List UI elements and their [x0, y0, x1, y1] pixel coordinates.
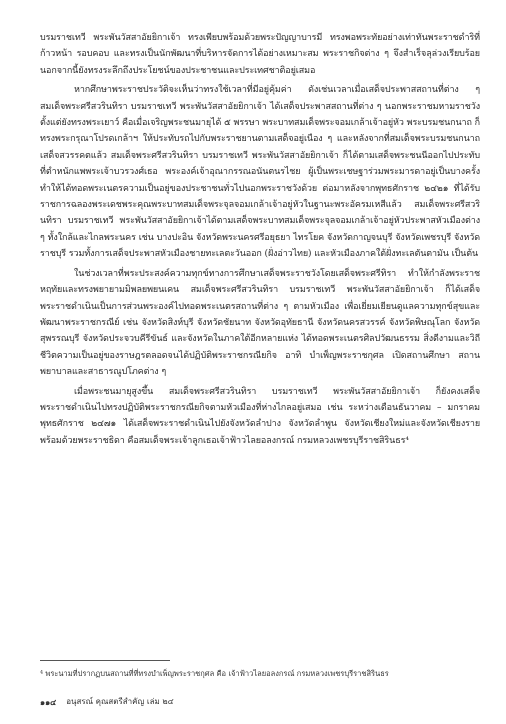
- page-number: ๑๑๔: [40, 697, 57, 707]
- paragraph-4: เมื่อพระชนมายุสูงขึ้น สมเด็จพระศรีสวรินทิรา บรมราชเทวี พระพันวัสสาอัยยิกาเจ้า ก็ยังคงเสด็จพระราชดำเนินไปทรงปฏิบัติพระราชกรณียกิจตามหัวเมืองที่ห่างไกลอยู่เสมอ เช่น ระหว่างเดือนธันวาคม – มกราคม พุทธศักราช ๒๔๗๑ ได้เสด็จพระราชดำเนินไปยังจังหวัดลำปาง จังหวัดลำพูน จังหวัดเชียงใหม่และจังหวัดเชียงราย พร้อมด้วยพระราชธิดา คือสมเด็จพระเจ้าลูกเธอเจ้าฟ้าวไลยอลงกรณ์ กรมหลวงเพชรบุรีราชสิรินธร⁴: [40, 386, 480, 446]
- publication-title: อนุสรณ์ คุณสตรีสำคัญ เล่ม ๒๔: [66, 697, 174, 706]
- paragraph-1: บรมราชเทวี พระพันวัสสาอัยยิกาเจ้า ทรงเพียบพร้อมด้วยพระปัญญาบารมี ทรงพอพระทัยอย่างเท่าทันพระราชดำริที่ก้าวหน้า รอบคอบ และทรงเป็นนักพัฒนาที่บริหารจัดการได้อย่างเหมาะสม พระราชกิจต่าง ๆ จึงสำเร็จลุล่วงเรียบร้อย นอกจากนี้ยังทรงระลึกถึงประโยชน์ของประชาชนและประเทศชาติอยู่เสมอ: [40, 33, 480, 76]
- page-footer: [40, 696, 480, 708]
- body-text: [40, 30, 480, 452]
- paragraph-3: ในช่วงเวลาที่พระประสงค์ความทุกข์ทางการศึกษาเสด็จพระราชวังโดยเสด็จพระศรีทิรา ทำให้กำลังพระราชหฤทัยและทรงพยายามมิพลยพยนเคน สมเด็จพระศรีสวรินทิรา บรมราชเทวี พระพันวัสสาอัยยิกาเจ้า ก็ได้เสด็จพระราชดำเนินเป็นการส่วนพระองค์ไปทอดพระเนตรสถานที่ต่าง ๆ ตามหัวเมือง เพื่อเยี่ยมเยียนดูแลความทุกข์สุขและพัฒนาพระราชกรณีย์ เช่น จังหวัดสิงห์บุรี จังหวัดชัยนาท จังหวัดอุทัยธานี จังหวัดนครสวรรค์ จังหวัดพิษณุโลก จังหวัดสุพรรณบุรี จังหวัดประจวบคีรีขันธ์ และจังหวัดในภาคใต้อีกหลายแห่ง ได้ทอดพระเนตรศิลปวัฒนธรรม สิ่งดีงามและวิถีชีวิตความเป็นอยู่ของราษฎรตลอดจนได้ปฏิบัติพระราชกรณียกิจ อาทิ บำเพ็ญพระราชกุศล เปิดสถานศึกษา สถานพยาบาลและสาธารณูปโภคต่าง ๆ: [40, 268, 480, 378]
- footnote-divider: [40, 660, 170, 661]
- paragraph-2: หากศึกษาพระราชประวัติจะเห็นว่าทรงใช้เวลาที่มีอยู่คุ้มค่า ดังเช่นเวลาเมื่อเสด็จประพาสสถานที่ต่าง ๆ สมเด็จพระศรีสวรินทิรา บรมราชเทวี พระพันวัสสาอัยยิกาเจ้า ได้เสด็จประพาสสถานที่ต่าง ๆ นอกพระราชมหามราชวังตั้งแต่ยังทรงพระเยาว์ คือเมื่อเจริญพระชนมายุได้ ๕ พรรษา พระบาทสมเด็จพระจอมเกล้าเจ้าอยู่หัว พระบรมชนกนาถ ก็ทรงพระกรุณาโปรดเกล้าฯ ให้ประทับรถไปกับพระราชยานตามเสด็จอยู่เนือง ๆ และหลังจากที่สมเด็จพระบรมชนกนาถเสด็จสวรรคตแล้ว สมเด็จพระศรีสวรินทิรา บรมราชเทวี พระพันวัสสาอัยยิกาเจ้า ก็ได้ตามเสด็จพระชนนีออกไปประทับที่ตำหนักแพพระเจ้าบวรวงศ์เธอ พระองค์เจ้าอุณากรรณอนันตนรไชย ผู้เป็นพระเชษฐาร่วมพระมารดาอยู่เป็นบางครั้ง ทำให้ได้ทอดพระเนตรความเป็นอยู่ของประชาชนทั่วไปนอกพระราชวังด้วย ต่อมาหลังจากพุทธศักราช ๒๔๒๑ ที่ได้รับราชการฉลองพระเดชพระคุณพระบาทสมเด็จพระจุลจอมเกล้าเจ้าอยู่หัวในฐานะพระอัครมเหสีแล้ว สมเด็จพระศรีสวรินทิรา บรมราชเทวี พระพันวัสสาอัยยิกาเจ้าได้ตามเสด็จพระบาทสมเด็จพระจุลจอมเกล้าเจ้าอยู่หัวประพาสหัวเมืองต่าง ๆ ทั้งใกล้และไกลพระนคร เช่น บางปะอิน จังหวัดพระนครศรีอยุธยา ไทรโยค จังหวัดกาญจนบุรี จังหวัดเพชรบุรี จังหวัดราชบุรี รวมทั้งการเสด็จประพาสหัวเมืองชายทะเลตะวันออก (ฝั่งอ่าวไทย) และหัวเมืองภาคใต้ฝั่งทะเลตันตามัน เป็นต้น: [40, 85, 480, 260]
- footnote: ⁴ พระนามที่ปรากฏบนสถานที่ที่ทรงบำเพ็ญพระราชกุศล คือ เจ้าฟ้าวไลยอลงกรณ์ กรมหลวงเพชรบุรีราชสิรินธร: [40, 669, 389, 678]
